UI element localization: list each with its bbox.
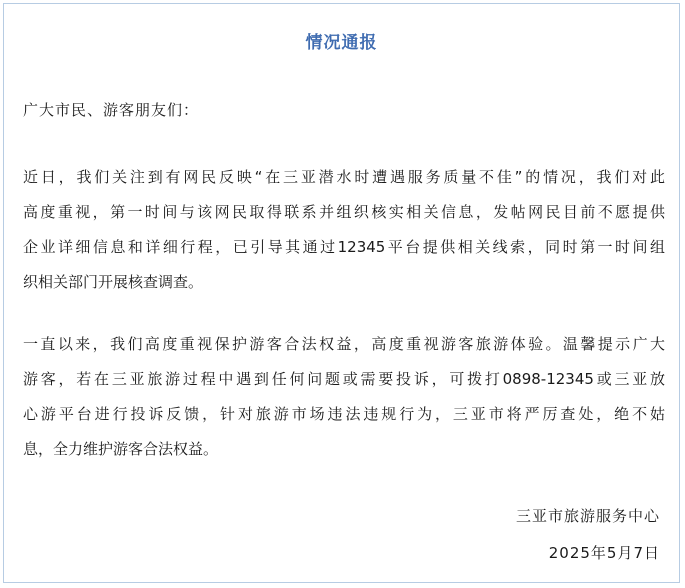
salutation: 广大市民、游客朋友们： (23, 101, 200, 119)
paragraph-2-line-2: 游客，若在三亚旅游过程中遇到任何问题或需要投诉，可拨打0898-12345或三亚放 (23, 370, 665, 388)
signature-organization: 三亚市旅游服务中心 (515, 507, 660, 525)
notice-document (3, 3, 680, 583)
paragraph-1-line-1: 近日，我们关注到有网民反映“在三亚潜水时遭遇服务质量不佳”的情况，我们对此 (23, 168, 665, 186)
paragraph-1-line-3: 企业详细信息和详细行程，已引导其通过12345平台提供相关线索，同时第一时间组 (23, 238, 665, 256)
paragraph-1-line-2: 高度重视，第一时间与该网民取得联系并组织核实相关信息，发帖网民目前不愿提供 (23, 203, 665, 221)
paragraph-2-line-1: 一直以来，我们高度重视保护游客合法权益，高度重视游客旅游体验。温馨提示广大 (23, 335, 665, 353)
paragraph-1 (23, 160, 665, 300)
signature-date: 2025年5月7日 (548, 544, 660, 562)
paragraph-2-line-4: 息，全力维护游客合法权益。 (23, 440, 219, 458)
notice-title: 情况通报 (305, 33, 378, 53)
paragraph-2-line-3: 心游平台进行投诉反馈，针对旅游市场违法违规行为，三亚市将严厉查处，绝不姑 (23, 405, 665, 423)
paragraph-2 (23, 327, 665, 467)
paragraph-1-line-4: 织相关部门开展核查调查。 (23, 273, 204, 291)
